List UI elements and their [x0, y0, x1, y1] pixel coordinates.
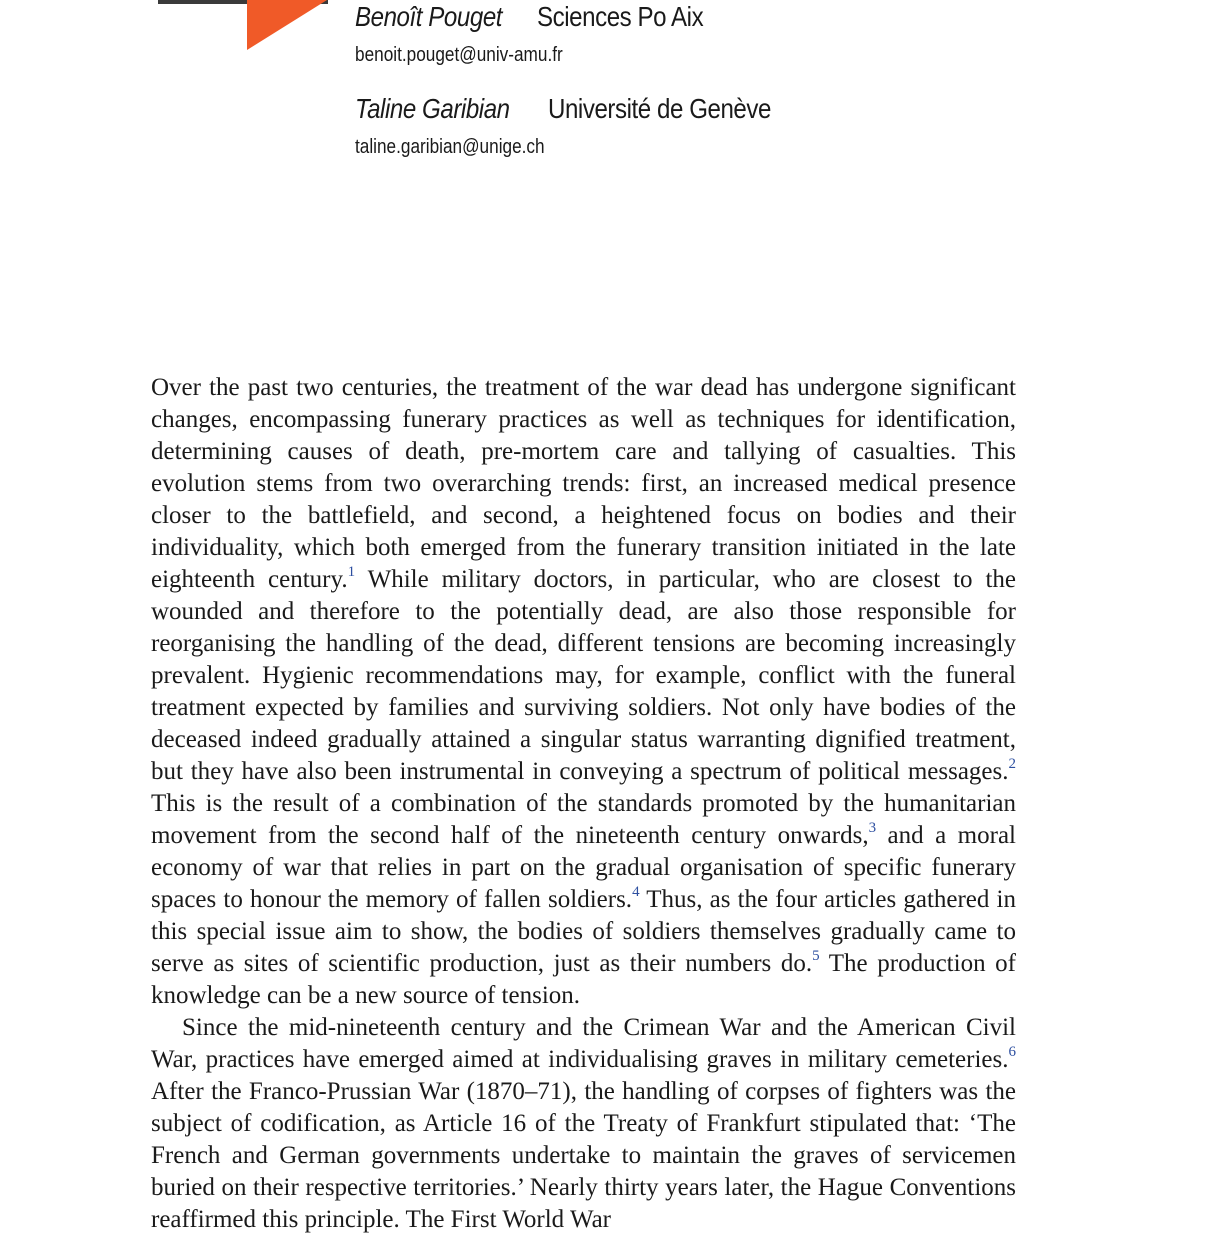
- text-segment: This is the result of a combination of the standards promoted by the humanitarian movement from the second half of the nineteenth century onwards,: [151, 790, 1016, 849]
- text-segment: After the Franco-Prussian War (1870–71), the handling of corpses of fighters was the subject of codification, as Article 16 of the Treaty of Frankfurt stipulated that: ‘The French and German governments undertake to maintain the graves of servicemen buried on their respective territories.’ Nearly thirty years later, the Hague Conventions reaffirmed this principle. The First World War: [151, 1078, 1016, 1233]
- footnote-ref[interactable]: 5: [812, 947, 820, 964]
- paragraph-1: [151, 372, 1016, 1012]
- logo-triangle-icon: [247, 0, 327, 50]
- paragraph-2: [151, 1012, 1016, 1236]
- author-name: Taline Garibian: [355, 93, 510, 124]
- text-segment: Thus, as the four articles gathered in this special issue aim to show, the bodies of soldiers themselves gradually came to serve as sites of scientific production, just as their numbers do.: [151, 886, 1016, 977]
- author-affiliation: Université de Genève: [548, 93, 771, 124]
- author-affiliation: Sciences Po Aix: [537, 1, 704, 32]
- footnote-ref[interactable]: 2: [1008, 755, 1016, 772]
- footnote-ref[interactable]: 4: [632, 883, 640, 900]
- author-name: Benoît Pouget: [355, 1, 503, 32]
- footnote-ref[interactable]: 3: [868, 819, 877, 836]
- author-email[interactable]: taline.garibian@unige.ch: [355, 136, 545, 158]
- text-segment: The production of knowledge can be a new source of tension.: [151, 950, 1016, 1009]
- text-segment: Since the mid-nineteenth century and the Crimean War and the American Civil War, practices have emerged aimed at individualising graves in military cemeteries.: [151, 1014, 1016, 1073]
- text-segment: and a moral economy of war that relies in part on the gradual organisation of specific funerary spaces to honour the memory of fallen soldiers.: [151, 822, 1016, 913]
- text-segment: Over the past two centuries, the treatment of the war dead has undergone significant changes, encompassing funerary practices as well as techniques for identification, determining causes of death, pre-mortem care and tallying of casualties. This evolution stems from two overarching trends: first, an increased medical presence closer to the battlefield, and second, a heightened focus on bodies and their individuality, which both emerged from the funerary transition initiated in the late eighteenth century.: [151, 374, 1016, 593]
- author-email[interactable]: benoit.pouget@univ-amu.fr: [355, 44, 563, 66]
- article-body: [151, 372, 1016, 1236]
- text-segment: While military doctors, in particular, who are closest to the wounded and therefore to the potentially dead, are also those responsible for reorganising the handling of the dead, different tensions are becoming increasingly prevalent. Hygienic recommendations may, for example, conflict with the funeral treatment expected by families and surviving soldiers. Not only have bodies of the deceased indeed gradually attained a singular status warranting dignified treatment, but they have also been instrumental in conveying a spectrum of political messages.: [151, 566, 1017, 785]
- footnote-ref[interactable]: 6: [1008, 1043, 1016, 1060]
- footnote-ref[interactable]: 1: [347, 563, 356, 580]
